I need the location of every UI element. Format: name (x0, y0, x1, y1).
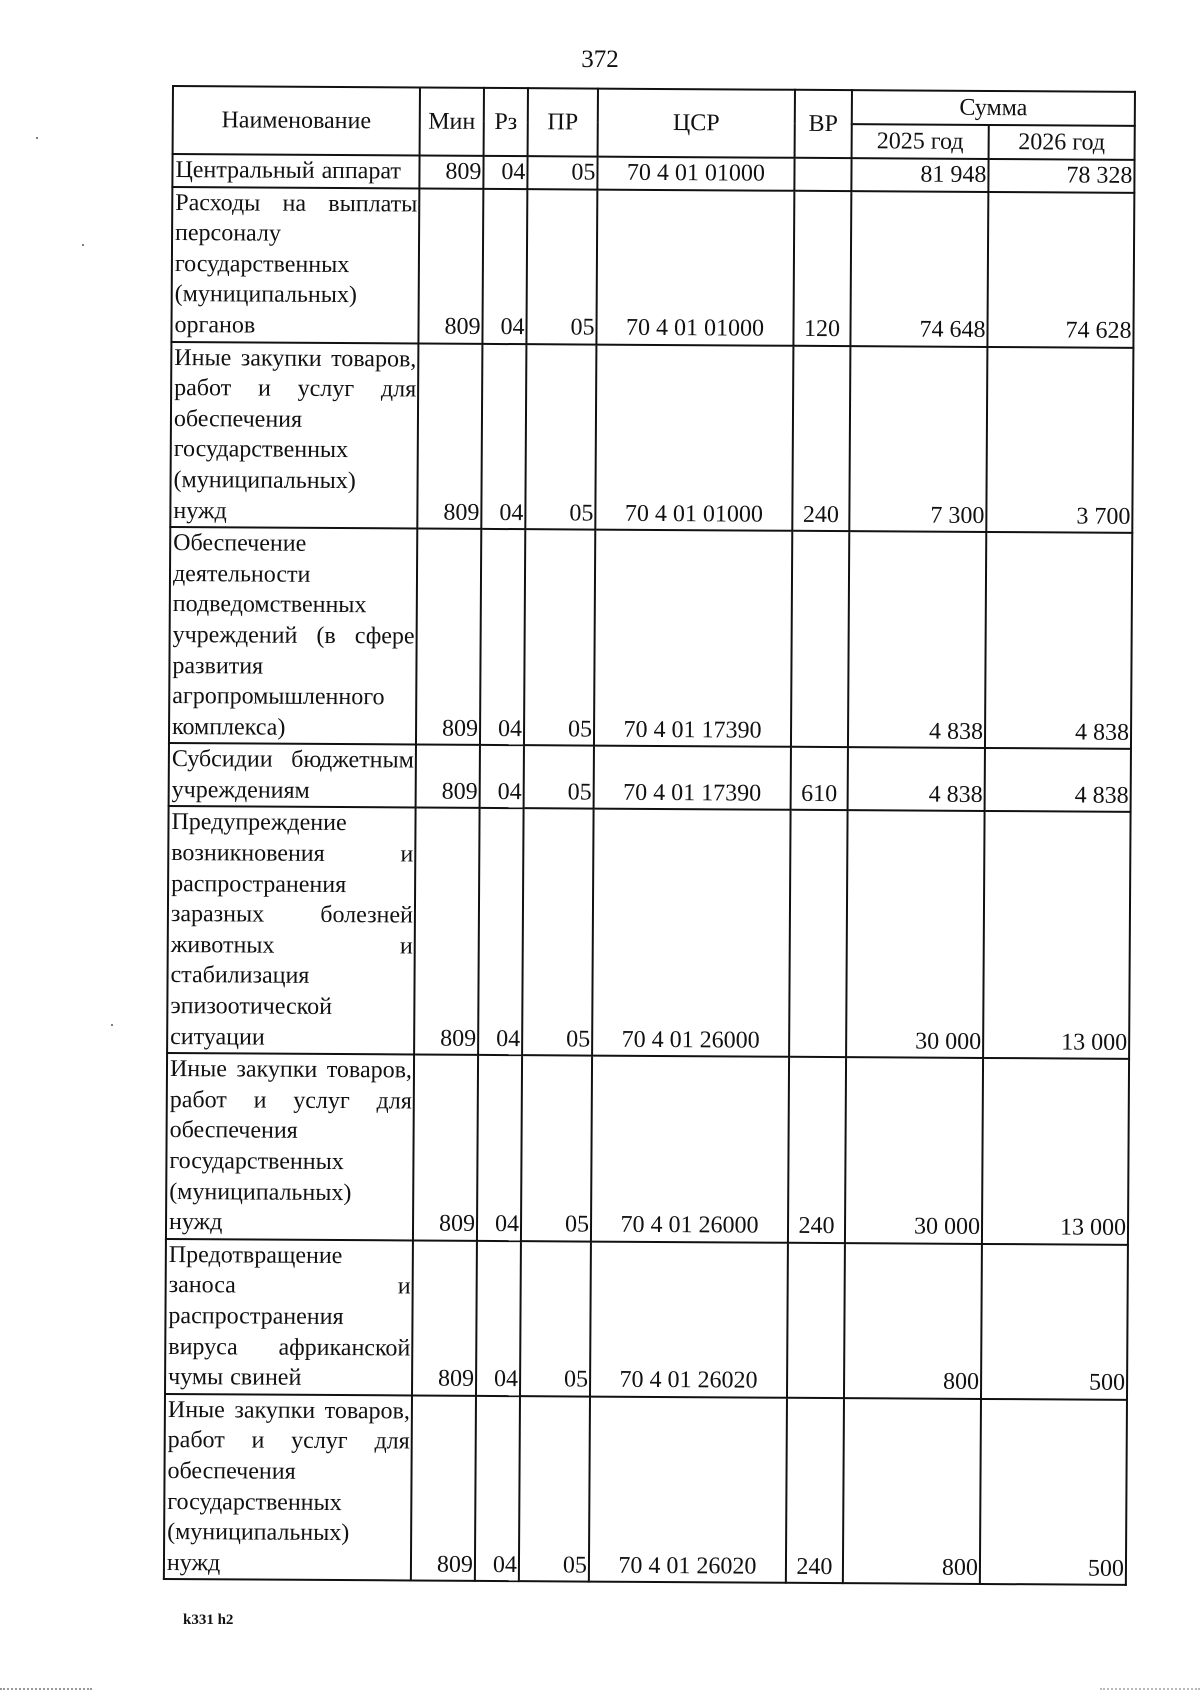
row-pr: 05 (524, 745, 594, 809)
row-vr: 240 (788, 1057, 846, 1243)
table-row (169, 743, 1131, 812)
row-vr (789, 810, 848, 1057)
table-row (166, 1053, 1129, 1244)
row-name: Предупреждение возникновения и распространения заразных болезней животных и стабилизация эпизоотической ситуации (167, 806, 416, 1054)
row-amount-2026: 13 000 (982, 1058, 1129, 1244)
row-name: Предотвращение заноса и распространения вируса африканской чумы свиней (165, 1239, 413, 1395)
row-name: Обеспечение деятельности подведомственных учреждений (в сфере развития агропромышленного комплекса) (169, 527, 417, 745)
scan-artifact (1100, 1688, 1200, 1692)
row-amount-2025: 800 (844, 1243, 982, 1399)
row-csr: 70 4 01 01000 (595, 344, 793, 531)
row-pr: 05 (524, 529, 595, 746)
row-amount-2026: 74 628 (987, 192, 1134, 348)
header-min: Мин (420, 88, 484, 156)
row-csr: 70 4 01 17390 (594, 530, 792, 747)
row-vr (794, 158, 851, 191)
row-rz: 04 (477, 1055, 522, 1241)
row-amount-2025: 81 948 (851, 158, 988, 191)
row-amount-2026: 500 (980, 1399, 1127, 1585)
row-amount-2026: 3 700 (986, 347, 1133, 533)
row-name: Центральный аппарат (172, 154, 419, 188)
table-row (169, 527, 1132, 749)
row-vr (791, 531, 849, 748)
row-amount-2025: 800 (843, 1398, 981, 1584)
row-pr: 05 (520, 1241, 591, 1396)
row-rz: 04 (478, 808, 524, 1055)
header-csr: ЦСР (598, 89, 795, 158)
row-amount-2025: 30 000 (845, 1057, 983, 1243)
row-amount-2025: 30 000 (846, 811, 985, 1059)
row-csr: 70 4 01 01000 (596, 189, 794, 345)
row-csr: 70 4 01 26000 (591, 1056, 789, 1243)
header-year-2026: 2026 год (989, 125, 1135, 160)
budget-table (163, 85, 1136, 1586)
row-min: 809 (416, 745, 480, 809)
row-csr: 70 4 01 01000 (597, 157, 794, 191)
scan-speck (82, 244, 84, 246)
scan-speck (111, 1024, 113, 1026)
header-year-2025: 2025 год (852, 124, 989, 159)
row-pr: 05 (521, 1055, 592, 1241)
row-name: Расходы на выплаты персоналу государственных (муниципальных) органов (171, 187, 419, 343)
header-vr: ВР (795, 90, 852, 158)
row-amount-2025: 74 648 (850, 191, 988, 347)
table-header (173, 86, 1135, 160)
header-pr: ПР (528, 88, 598, 156)
row-amount-2025: 4 838 (848, 747, 985, 811)
row-min: 809 (412, 1240, 477, 1395)
row-rz: 04 (482, 188, 527, 343)
row-amount-2026: 13 000 (983, 811, 1131, 1059)
row-amount-2026: 4 838 (985, 748, 1131, 812)
row-min: 809 (418, 188, 483, 343)
row-name: Субсидии бюджетным учреждениям (169, 743, 416, 808)
row-min: 809 (411, 1395, 476, 1581)
row-rz: 04 (483, 156, 527, 189)
row-pr: 05 (525, 344, 596, 530)
row-amount-2025: 4 838 (848, 531, 986, 748)
row-min: 809 (417, 343, 482, 529)
table-body (164, 154, 1135, 1585)
row-csr: 70 4 01 26000 (592, 809, 791, 1057)
row-rz: 04 (480, 529, 525, 745)
row-min: 809 (414, 808, 480, 1055)
header-rz: Рз (484, 88, 528, 156)
row-pr: 05 (527, 156, 597, 189)
row-pr: 05 (526, 189, 597, 344)
row-vr: 610 (791, 747, 848, 811)
row-rz: 04 (481, 343, 526, 529)
row-csr: 70 4 01 26020 (590, 1241, 788, 1397)
header-name: Наименование (173, 86, 420, 156)
row-rz: 04 (480, 745, 524, 808)
table-row (164, 1394, 1127, 1585)
row-vr: 120 (793, 190, 851, 345)
footer-code: k331 h2 (183, 1612, 234, 1628)
table-row (170, 342, 1133, 533)
row-pr: 05 (519, 1396, 590, 1582)
row-csr: 70 4 01 26020 (589, 1396, 787, 1583)
row-csr: 70 4 01 17390 (594, 746, 791, 810)
row-min: 809 (413, 1055, 478, 1241)
scan-artifact (0, 1688, 92, 1692)
table-row (167, 806, 1130, 1059)
page-number: 372 (581, 46, 619, 73)
row-vr: 240 (786, 1398, 844, 1584)
table-row (165, 1239, 1128, 1400)
row-name: Иные закупки товаров, работ и услуг для обеспечения государственных (муниципальных) нужд (170, 342, 418, 529)
row-rz: 04 (475, 1396, 520, 1582)
row-min: 809 (416, 529, 481, 746)
row-vr: 240 (792, 345, 850, 531)
row-amount-2026: 4 838 (985, 532, 1132, 749)
row-min: 809 (419, 156, 483, 189)
row-rz: 04 (476, 1241, 521, 1396)
row-amount-2026: 78 328 (988, 159, 1134, 192)
row-name: Иные закупки товаров, работ и услуг для обеспечения государственных (муниципальных) нужд (164, 1394, 412, 1581)
scan-speck (36, 137, 38, 139)
row-pr: 05 (522, 809, 594, 1056)
row-name: Иные закупки товаров, работ и услуг для обеспечения государственных (муниципальных) нужд (166, 1053, 414, 1240)
row-vr (787, 1243, 845, 1398)
table-row (171, 187, 1134, 348)
header-sum: Сумма (852, 90, 1135, 126)
row-amount-2026: 500 (981, 1244, 1128, 1400)
row-amount-2025: 7 300 (849, 346, 987, 532)
